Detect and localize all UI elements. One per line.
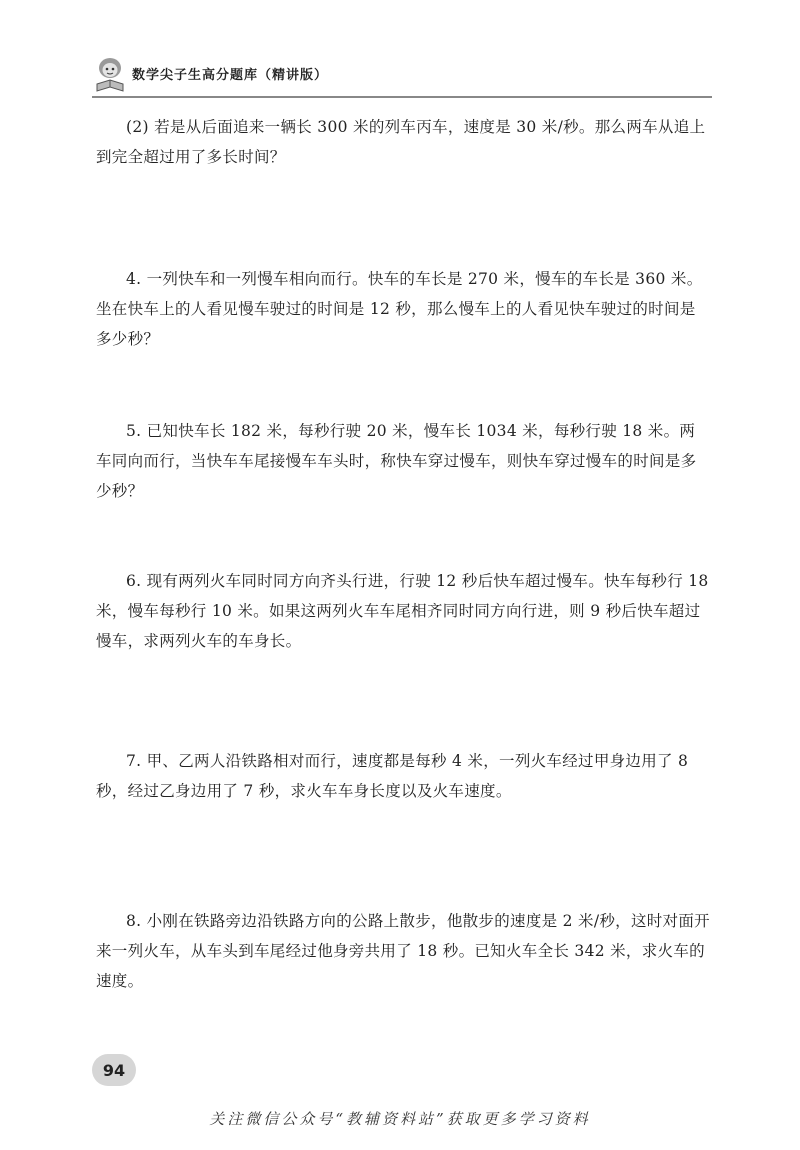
- page-header: [92, 52, 712, 100]
- problem-2-sub2: (2) 若是从后面追来一辆长 300 米的列车丙车，速度是 30 米/秒。那么两车从追上到完全超过用了多长时间？: [96, 118, 706, 166]
- reading-child-icon: [92, 54, 128, 94]
- footer-note: 关注微信公众号“教辅资料站”获取更多学习资料: [209, 1110, 591, 1128]
- problem-5: 5. 已知快车长 182 米，每秒行驶 20 米，慢车长 1034 米，每秒行驶 18 米。两车同向而行，当快车车尾接慢车车头时，称快车穿过慢车，则快车穿过慢车的时间是多少秒？: [96, 422, 697, 500]
- header-title: 数学尖子生高分题库（精讲版）: [132, 68, 329, 83]
- problem-6: 6. 现有两列火车同时同方向齐头行进，行驶 12 秒后快车超过慢车。快车每秒行 18 米，慢车每秒行 10 米。如果这两列火车车尾相齐同时同方向行进，则 9 秒后快车超过慢车，求两列火车的车身长。: [96, 572, 709, 650]
- page-number: 94: [92, 1054, 136, 1086]
- problem-7: 7. 甲、乙两人沿铁路相对而行，速度都是每秒 4 米，一列火车经过甲身边用了 8 秒，经过乙身边用了 7 秒，求火车车身长度以及火车速度。: [96, 752, 689, 800]
- problem-8: 8. 小刚在铁路旁边沿铁路方向的公路上散步，他散步的速度是 2 米/秒，这时对面开来一列火车，从车头到车尾经过他身旁共用了 18 秒。已知火车全长 342 米，求火车的速度。: [96, 912, 710, 990]
- header-divider: [92, 96, 712, 98]
- problem-4: 4. 一列快车和一列慢车相向而行。快车的车长是 270 米，慢车的车长是 360 米。坐在快车上的人看见慢车驶过的时间是 12 秒，那么慢车上的人看见快车驶过的时间是多少秒？: [96, 270, 703, 348]
